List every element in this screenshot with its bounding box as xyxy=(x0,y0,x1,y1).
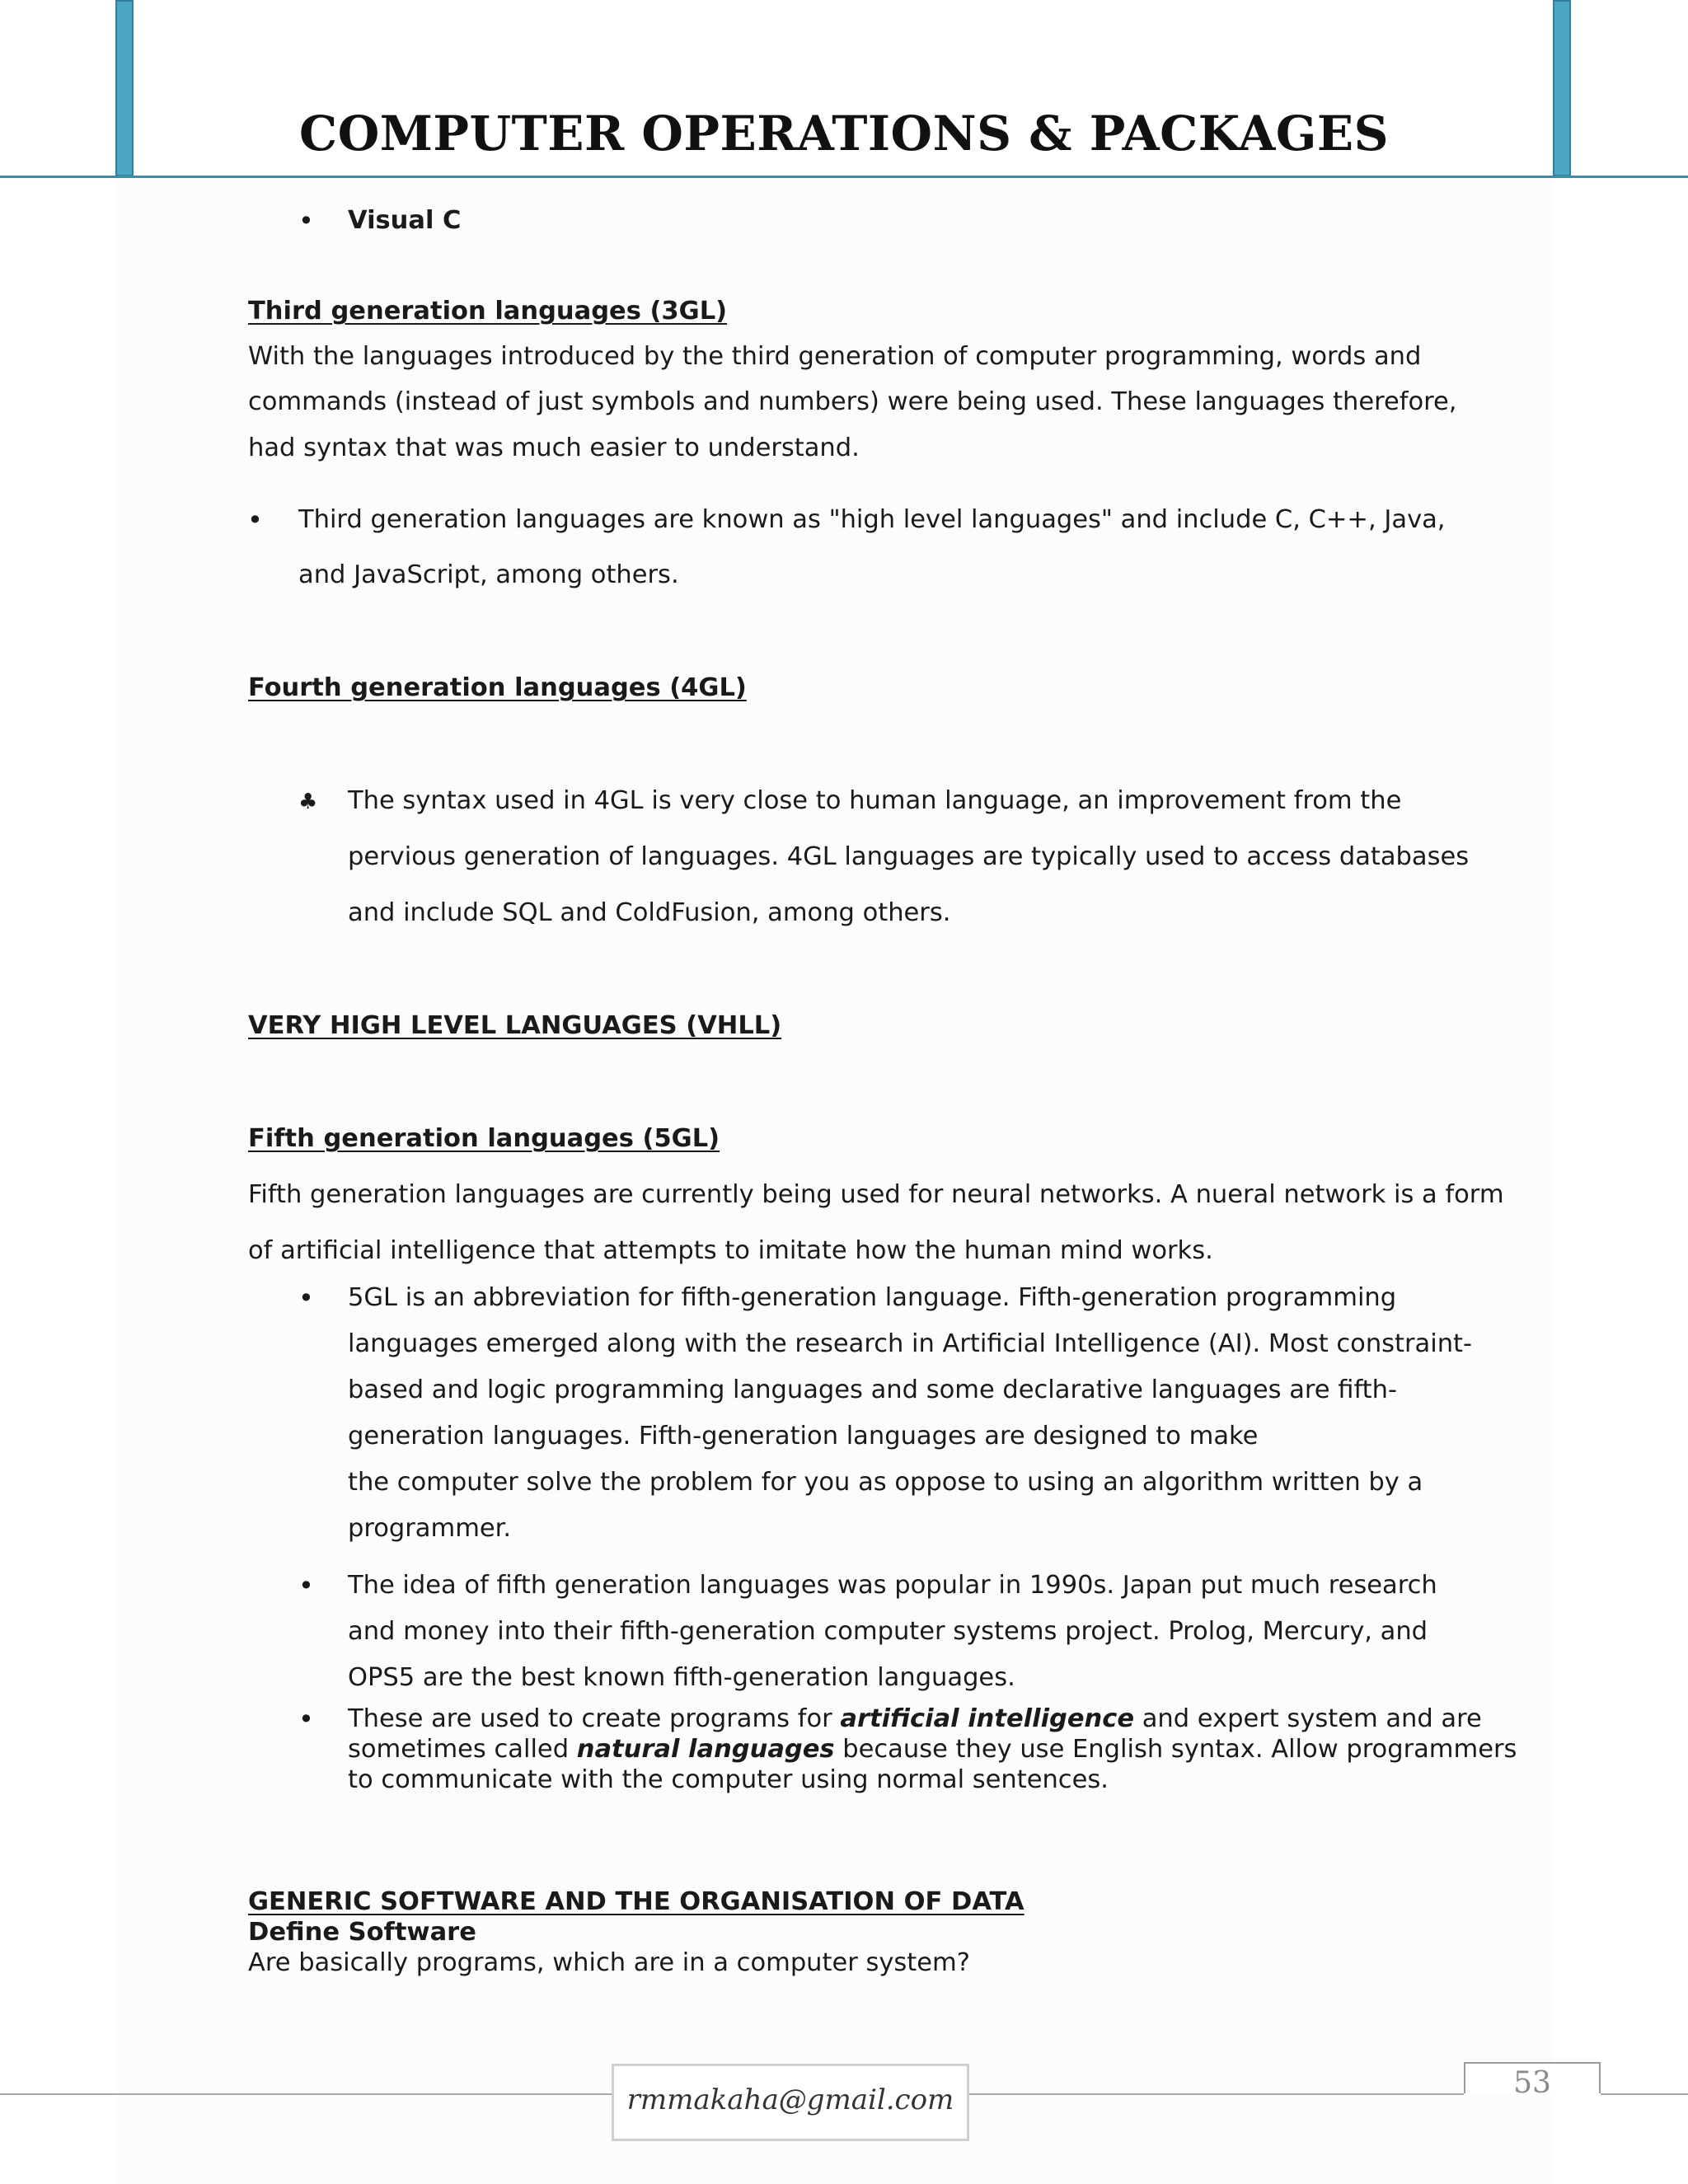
list-item: Third generation languages are known as "high level languages" and include C, C++, Java, xyxy=(298,505,1446,534)
paragraph-line: With the languages introduced by the third generation of computer programming, words and xyxy=(248,342,1422,371)
page-number: 53 xyxy=(1513,2066,1551,2100)
list-item: The idea of fifth generation languages was popular in 1990s. Japan put much research xyxy=(348,1571,1437,1600)
list-item: The syntax used in 4GL is very close to human language, an improvement from the xyxy=(348,786,1402,815)
bullet-dot: • xyxy=(247,504,263,536)
list-item-continued: based and logic programming languages and some declarative languages are fifth- xyxy=(348,1376,1397,1404)
footer-rule-left xyxy=(0,2093,612,2095)
list-item-continued: and include SQL and ColdFusion, among others. xyxy=(348,898,951,927)
footer-rule-middle xyxy=(969,2093,1464,2095)
list-item-continued: the computer solve the problem for you as oppose to using an algorithm written by a xyxy=(348,1468,1423,1497)
list-item: These are used to create programs for artificial intelligence and expert system and are xyxy=(348,1704,1482,1733)
bullet-dot: • xyxy=(298,1282,314,1314)
club-bullet-icon: ♣ xyxy=(298,790,318,814)
footer-email: rmmakaha@gmail.com xyxy=(612,2064,969,2141)
list-item-continued: pervious generation of languages. 4GL languages are typically used to access databases xyxy=(348,842,1470,871)
page-title: COMPUTER OPERATIONS & PACKAGES xyxy=(299,105,1389,162)
bullet-dot: • xyxy=(298,1570,314,1601)
section-heading-generic-software: GENERIC SOFTWARE AND THE ORGANISATION OF DATA xyxy=(248,1887,1025,1916)
paragraph-line: had syntax that was much easier to understand. xyxy=(248,434,860,462)
paragraph-line: Are basically programs, which are in a computer system? xyxy=(248,1948,970,1977)
section-heading-5gl: Fifth generation languages (5GL) xyxy=(248,1124,720,1153)
list-item-continued: sometimes called natural languages because they use English syntax. Allow programmers xyxy=(348,1735,1517,1764)
list-item-continued: and money into their fifth-generation computer systems project. Prolog, Mercury, and xyxy=(348,1617,1428,1646)
list-item-continued: OPS5 are the best known fifth-generation languages. xyxy=(348,1663,1015,1692)
section-heading-vhll: VERY HIGH LEVEL LANGUAGES (VHLL) xyxy=(248,1011,782,1040)
list-item-continued: generation languages. Fifth-generation languages are designed to make xyxy=(348,1422,1259,1451)
list-item: 5GL is an abbreviation for fifth-generation language. Fifth-generation programming xyxy=(348,1283,1397,1312)
paragraph-line: of artificial intelligence that attempts to imitate how the human mind works. xyxy=(248,1236,1213,1265)
bullet-dot: • xyxy=(298,1704,314,1735)
section-heading-3gl: Third generation languages (3GL) xyxy=(248,297,728,326)
bullet-dot: • xyxy=(298,205,314,237)
header-rule xyxy=(0,176,1688,178)
list-item: Visual C xyxy=(348,206,462,235)
list-item-continued: to communicate with the computer using normal sentences. xyxy=(348,1765,1109,1794)
footer-rule-right xyxy=(1601,2093,1688,2095)
list-item-continued: languages emerged along with the research in Artificial Intelligence (AI). Most constraint- xyxy=(348,1329,1472,1358)
subheading-define-software: Define Software xyxy=(248,1918,476,1947)
section-heading-4gl: Fourth generation languages (4GL) xyxy=(248,673,747,702)
paragraph-line: Fifth generation languages are currently being used for neural networks. A nueral network is a form xyxy=(248,1180,1504,1209)
list-item-continued: and JavaScript, among others. xyxy=(298,560,679,589)
paragraph-line: commands (instead of just symbols and numbers) were being used. These languages therefore, xyxy=(248,387,1457,416)
list-item-continued: programmer. xyxy=(348,1514,512,1543)
